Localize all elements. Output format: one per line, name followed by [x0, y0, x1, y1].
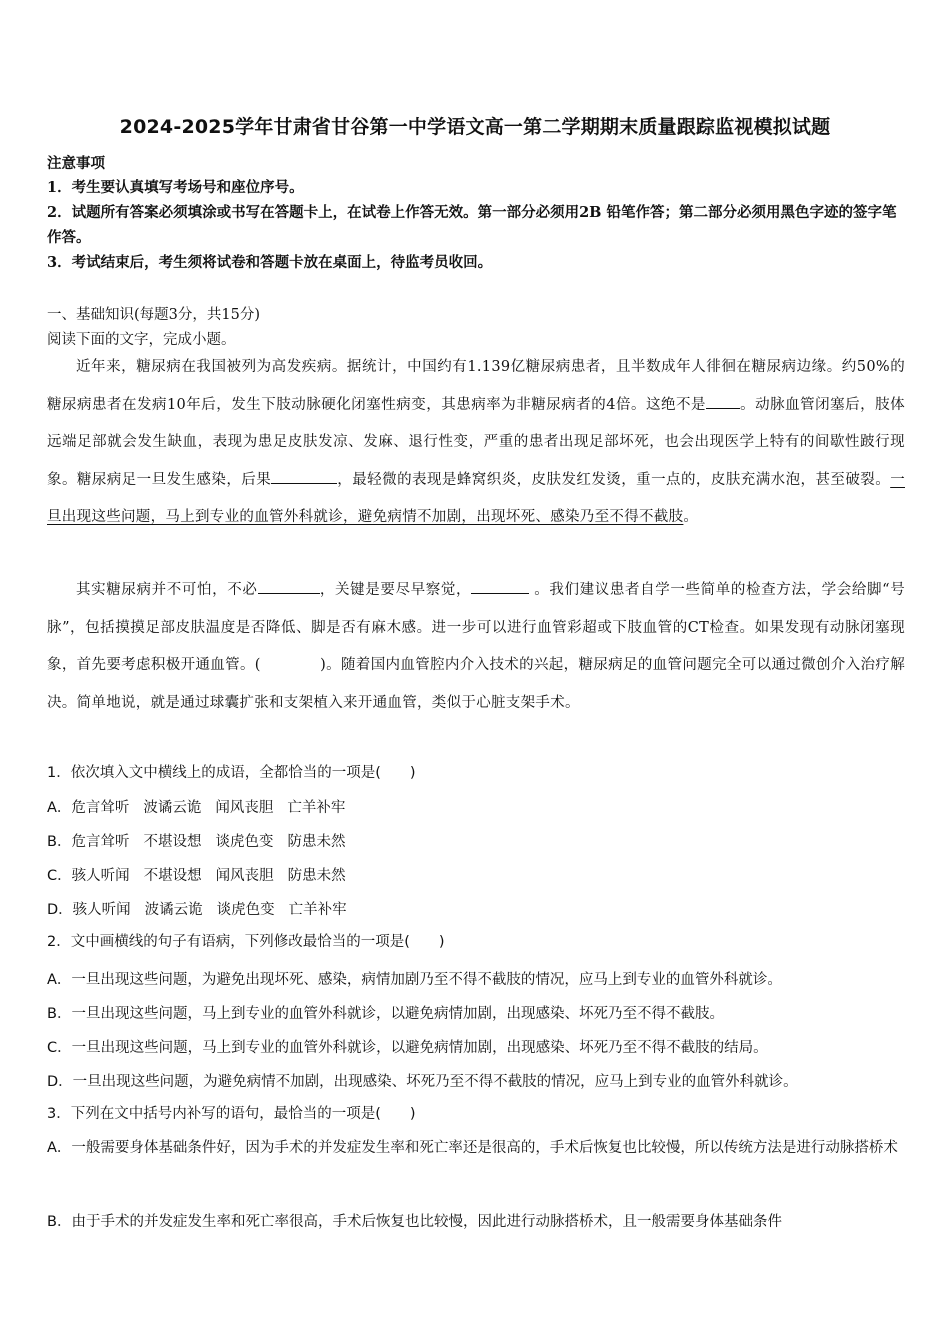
answer-blank [258, 579, 320, 595]
q2-option-d[interactable]: D．一旦出现这些问题，为避免病情不加剧，出现感染、坏死乃至不得不截肢的情况，应马上到专业的血管外科就诊。 [47, 1074, 798, 1090]
question-1-stem: 1．依次填入文中横线上的成语，全都恰当的一项是( ) [47, 765, 416, 781]
notice-item-1: 1．考生要认真填写考场号和座位序号。 [47, 179, 304, 196]
answer-blank [706, 393, 740, 409]
section-intro: 阅读下面的文字，完成小题。 [47, 332, 236, 348]
section-heading: 一、基础知识(每题3分，共15分) [47, 307, 260, 323]
underlined-sentence: 一旦出现这些问题，马上到专业的血管外科就诊，避免病情不加剧，出现坏死、感染乃至不得不截肢 [47, 471, 905, 525]
q1-option-c[interactable]: C．骇人听闻 不堪设想 闻风丧胆 防患未然 [47, 868, 346, 884]
notice-heading: 注意事项 [47, 155, 105, 172]
q2-option-c[interactable]: C．一旦出现这些问题，马上到专业的血管外科就诊，以避免病情加剧，出现感染、坏死乃至不得不截肢的结局。 [47, 1040, 768, 1056]
answer-blank [471, 579, 529, 595]
notice-item-3: 3．考试结束后，考生须将试卷和答题卡放在桌面上，待监考员收回。 [47, 254, 493, 271]
passage-paragraph-1 [47, 349, 905, 537]
passage-text: ，关键是要尽早察觉， [319, 582, 472, 598]
exam-title: 2024-2025学年甘肃省甘谷第一中学语文高一第二学期期末质量跟踪监视模拟试题 [119, 116, 831, 138]
passage-text: ，最轻微的表现是蜂窝织炎，皮肤发红发烫，重一点的，皮肤充满水泡，甚至破裂。 [337, 471, 891, 488]
passage-text: 。我们建议患者自学一些简单的检查方法，学会给脚“号脉”，包括摸摸足部皮肤温度是否降低、脚是否有麻木感。进一步可以进行血管彩超或下肢血管的CT检查。如果发现有动脉闭塞现象，首先要考虑积极开通血管。( )。随着国内血管腔内介入技术的兴起，糖尿病足的血管问题完全可以通过微创介入治疗解决。简单地说，就是通过球囊扩张和支架植入来开通血管，类似于心脏支架手术。 [47, 582, 906, 711]
question-3-stem: 3．下列在文中括号内补写的语句，最恰当的一项是( ) [47, 1106, 416, 1122]
q1-option-b[interactable]: B．危言耸听 不堪设想 谈虎色变 防患未然 [47, 834, 346, 850]
question-2-stem: 2．文中画横线的句子有语病，下列修改最恰当的一项是( ) [47, 934, 445, 950]
notice-item-2: 2．试题所有答案必须填涂或书写在答题卡上，在试卷上作答无效。第一部分必须用2B 铅笔作答；第二部分必须用黑色字迹的签字笔作答。 [47, 204, 897, 246]
q2-option-b[interactable]: B．一旦出现这些问题，马上到专业的血管外科就诊，以避免病情加剧，出现感染、坏死乃至不得不截肢。 [47, 1006, 724, 1022]
passage-text: 近年来，糖尿病在我国被列为高发疾病。据统计，中国约有1.139亿糖尿病患者，且半数成年人徘徊在糖尿病边缘。约50%的糖尿病患者在发病10年后，发生下肢动脉硬化闭塞性病变，其患病率为非糖尿病者的4倍。这绝不是 [47, 359, 905, 413]
q3-option-b[interactable]: B．由于手术的并发症发生率和死亡率很高，手术后恢复也比较慢，因此进行动脉搭桥术，且一般需要身体基础条件 [47, 1214, 782, 1230]
passage-text: 。 [683, 509, 699, 525]
q1-option-a[interactable]: A．危言耸听 波谲云诡 闻风丧胆 亡羊补牢 [47, 800, 346, 816]
q3-option-a[interactable]: A．一般需要身体基础条件好，因为手术的并发症发生率和死亡率还是很高的，手术后恢复也比较慢，所以传统方法是进行动脉搭桥术 [47, 1140, 898, 1156]
answer-blank [271, 468, 337, 484]
q2-option-a[interactable]: A．一旦出现这些问题，为避免出现坏死、感染，病情加剧乃至不得不截肢的情况，应马上到专业的血管外科就诊。 [47, 972, 782, 988]
passage-text: 。动脉血管闭塞后，肢体远端足部就会发生缺血，表现为患足皮肤发凉、发麻、退行性变，严重的患者出现足部坏死，也会出现医学上特有的间歇性跛行现象。糖尿病足一旦发生感染，后果 [47, 396, 905, 488]
passage-paragraph-2 [47, 572, 905, 722]
q1-option-d[interactable]: D．骇人听闻 波谲云诡 谈虎色变 亡羊补牢 [47, 902, 347, 918]
passage-text: 其实糖尿病并不可怕，不必 [76, 582, 258, 598]
